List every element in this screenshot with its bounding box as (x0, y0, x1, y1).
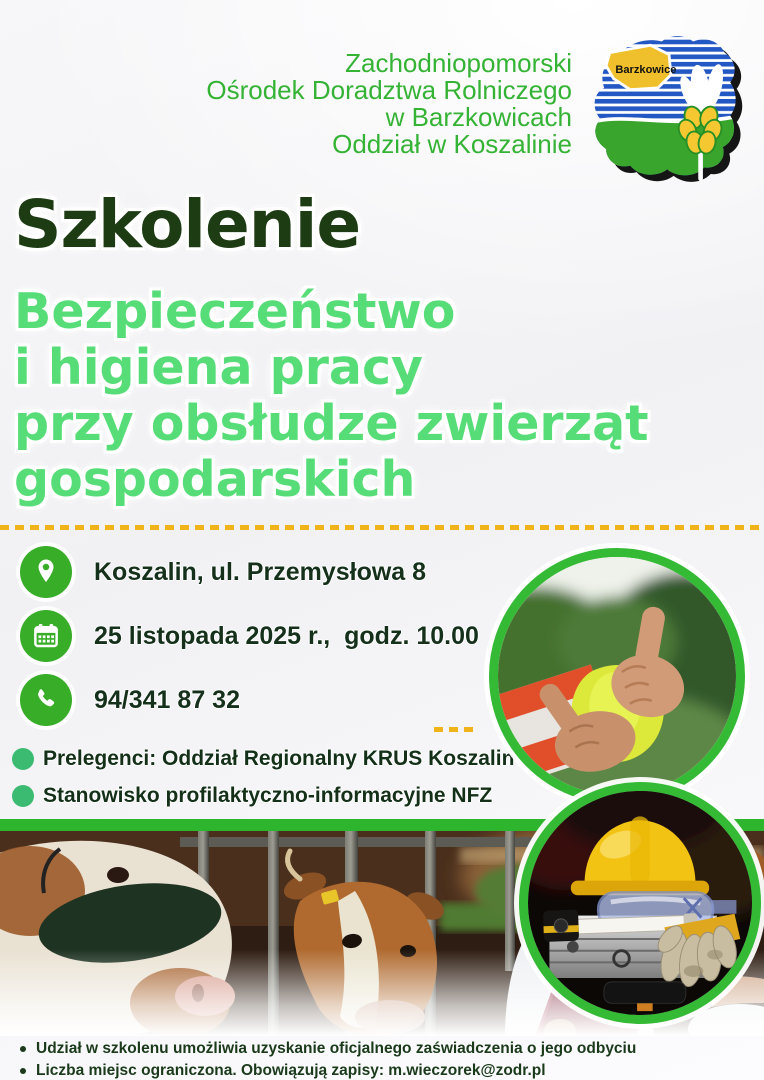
organization-name (206, 50, 572, 158)
subtitle-line: gospodarskich (14, 451, 416, 508)
speakers-list (12, 747, 514, 821)
org-line: Oddział w Koszalinie (332, 129, 572, 159)
list-item (12, 784, 514, 808)
org-line: Zachodniopomorski (345, 48, 572, 78)
footer-text: Udział w szkolenu umożliwia uzyskanie oficjalnego zaświadczenia o jego odbyciu (36, 1040, 637, 1057)
bullet-dot-icon (12, 785, 34, 807)
dashed-separator (0, 525, 764, 530)
safety-gear-photo (519, 782, 761, 1024)
date-text: 25 listopada 2025 r., godz. 10.00 (94, 621, 479, 650)
bullet-dot-icon (20, 1068, 26, 1074)
calendar-icon (20, 610, 72, 662)
list-item (14, 1039, 636, 1059)
org-line: Ośrodek Doradztwa Rolniczego (206, 75, 572, 105)
location-text: Koszalin, ul. Przemysłowa 8 (94, 557, 427, 586)
org-line: w Barzkowicach (385, 102, 572, 132)
subtitle-line: i higiena pracy (14, 339, 423, 396)
list-item (12, 747, 514, 771)
phone-text: 94/341 87 32 (94, 685, 240, 714)
poland-map-icon (582, 30, 758, 192)
location-row (20, 546, 479, 598)
logo-region-label: Barzkowice (615, 64, 677, 77)
date-row (20, 610, 479, 662)
subtitle-line: przy obsłudze zwierząt (14, 395, 649, 452)
event-info (20, 546, 479, 738)
speaker-text: Stanowisko profilaktyczno-informacyjne NFZ (43, 784, 493, 807)
page-title: Szkolenie (14, 186, 361, 263)
footer-text: Liczba miejsc ograniczona. Obowiązują zapisy: m.wieczorek@zodr.pl (36, 1062, 546, 1079)
list-item (14, 1061, 636, 1080)
phone-icon (20, 674, 72, 726)
thumbs-up-photo (489, 548, 745, 804)
subtitle-line: Bezpieczeństwo (14, 283, 456, 340)
barzkowice-logo (582, 30, 758, 192)
phone-row (20, 674, 479, 726)
map-pin-icon (20, 546, 72, 598)
subtitle (14, 284, 649, 508)
bullet-dot-icon (12, 748, 34, 770)
speaker-text: Prelegenci: Oddział Regionalny KRUS Koszalin (43, 747, 515, 770)
bullet-dot-icon (20, 1046, 26, 1052)
footer-notes (14, 1039, 636, 1080)
